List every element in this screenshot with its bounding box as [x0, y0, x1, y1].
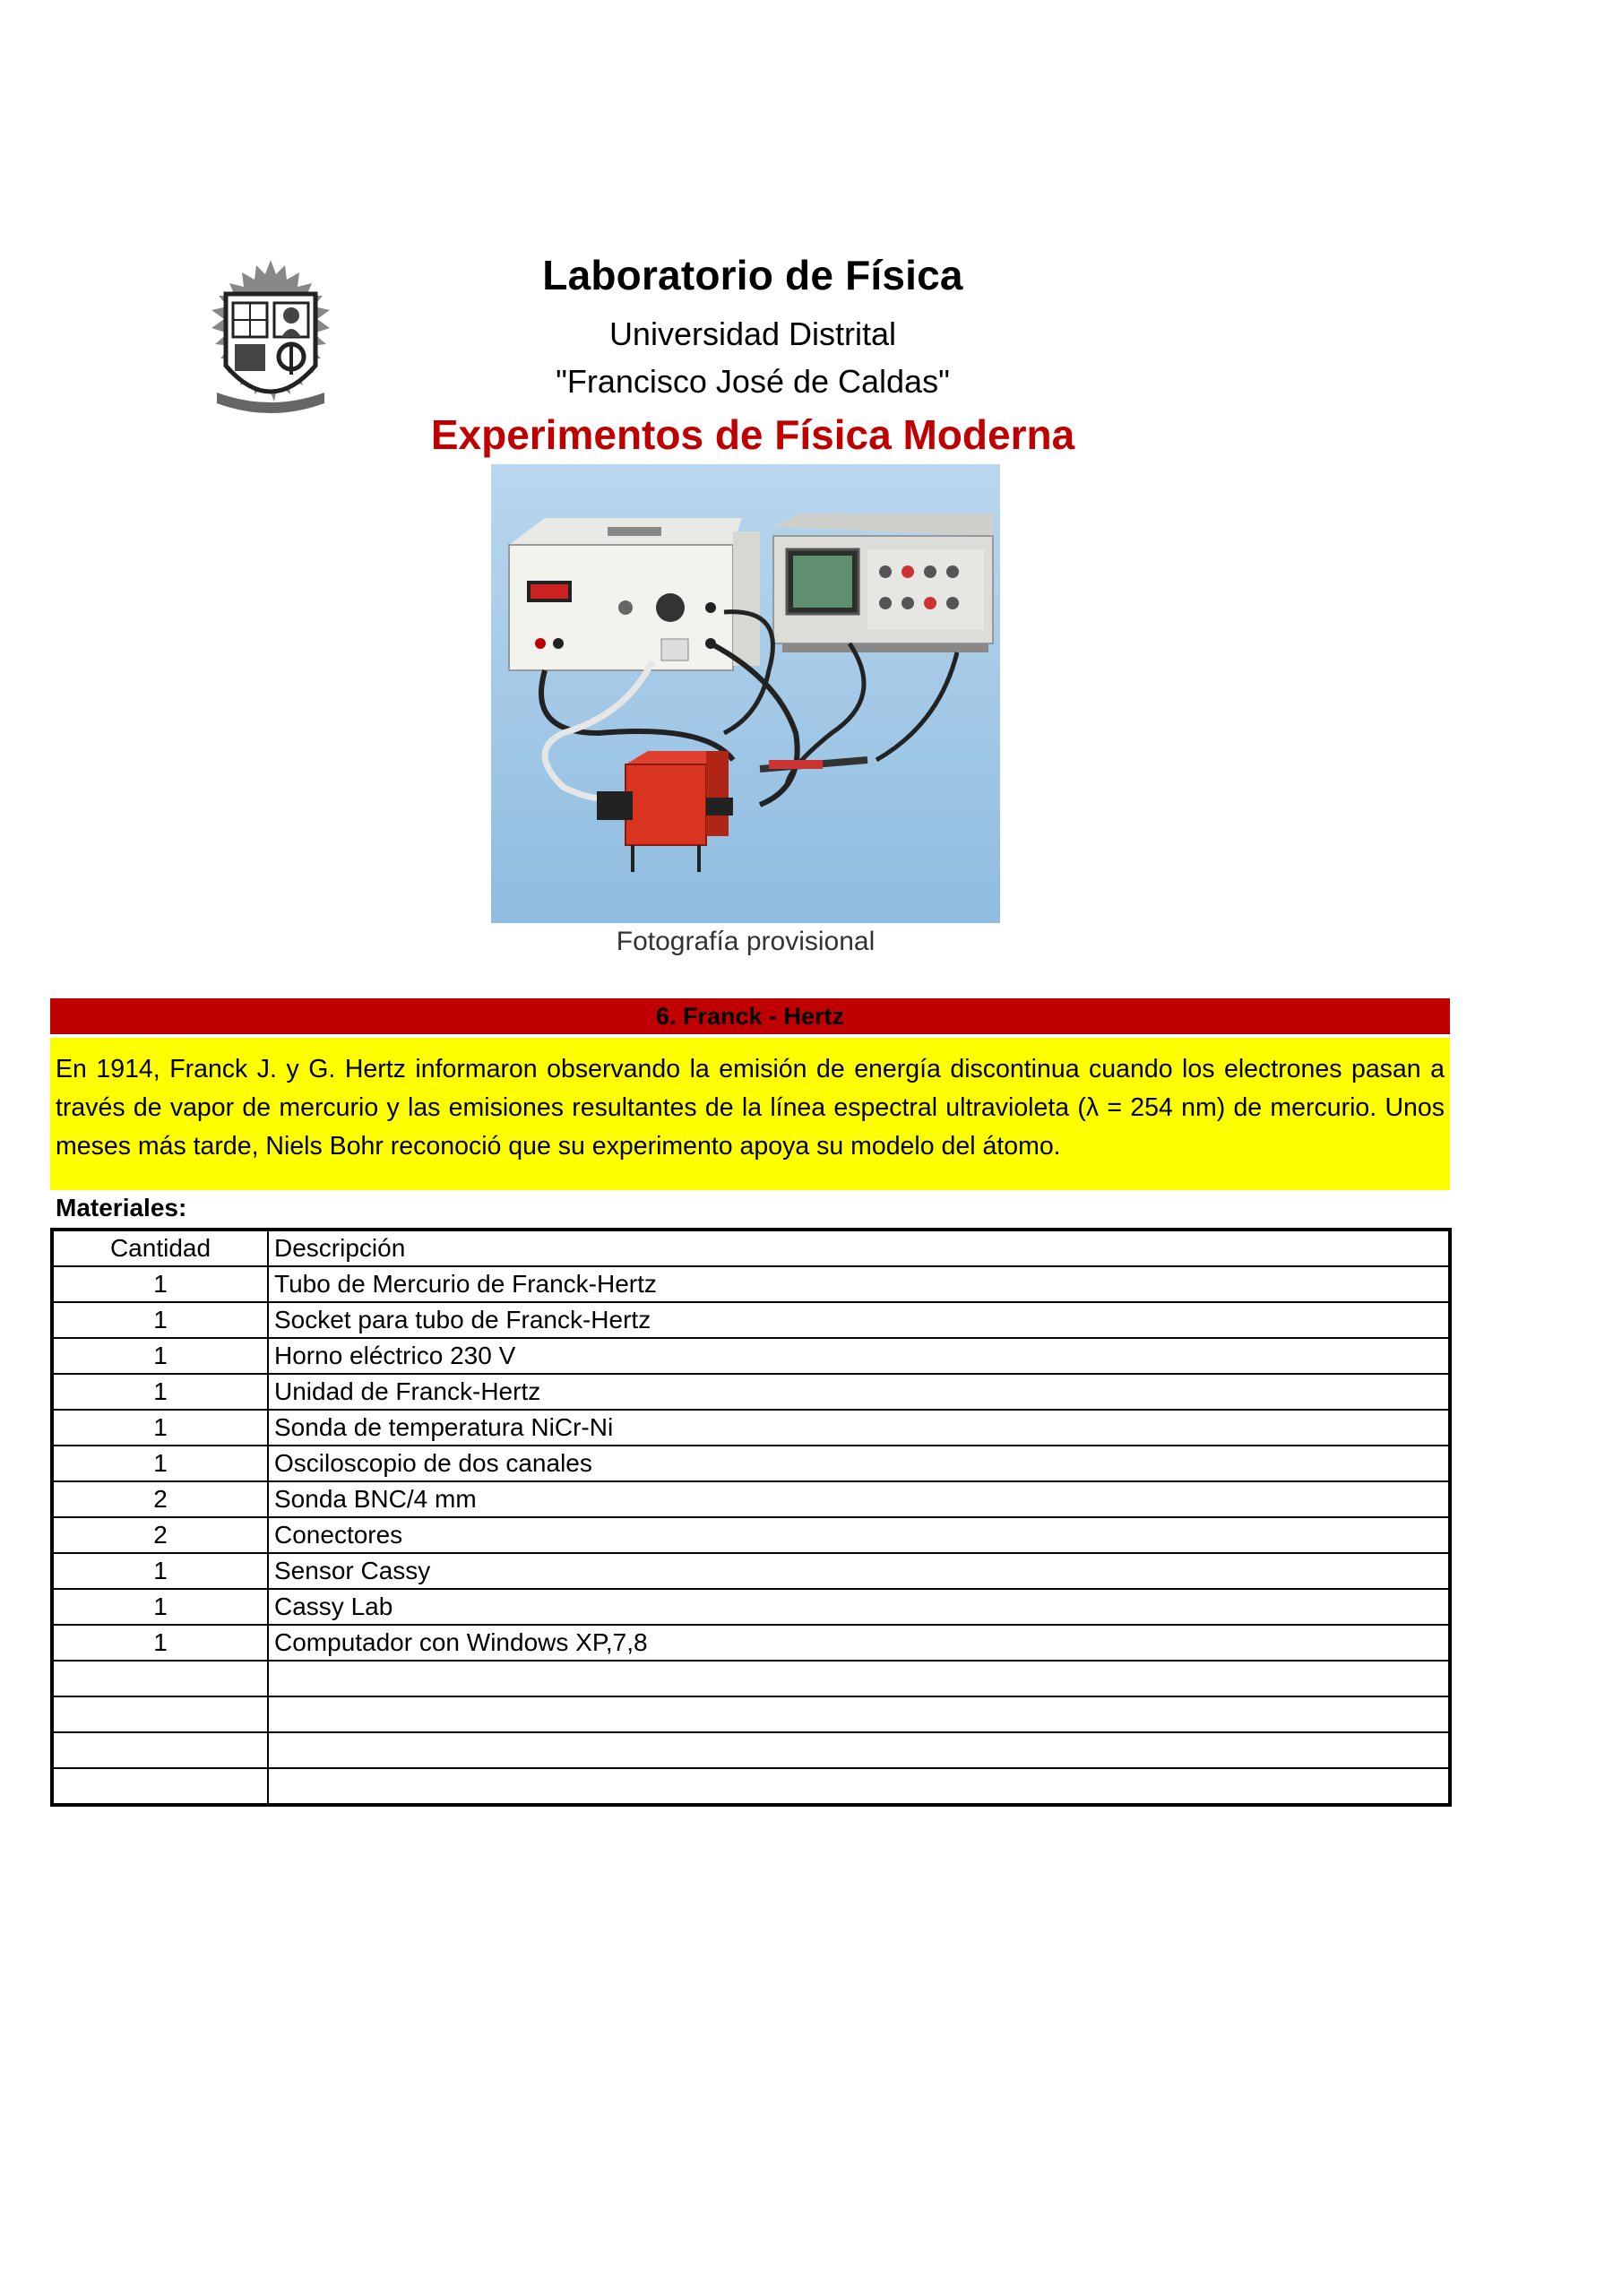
quantity-cell: 1 [52, 1266, 268, 1302]
table-row [52, 1266, 1450, 1302]
experiment-intro: En 1914, Franck J. y G. Hertz informaron observando la emisión de energía discontinua cuando los electrones pasan a través de vapor de mercurio y las emisiones resultantes de la línea espectral ultravioleta (λ = 254 nm) de mercurio. Unos meses más tarde, Niels Bohr reconoció que su experimento apoya su modelo del átomo. [50, 1038, 1450, 1190]
materials-label: Materiales: [56, 1194, 187, 1221]
series-title: Experimentos de Física Moderna [430, 411, 1075, 458]
quantity-cell: 2 [52, 1517, 268, 1553]
quantity-cell: 1 [52, 1410, 268, 1446]
table-row [52, 1302, 1450, 1338]
table-row [52, 1446, 1450, 1481]
description-cell: Socket para tubo de Franck-Hertz [268, 1302, 1450, 1338]
description-cell: Sonda BNC/4 mm [268, 1481, 1450, 1517]
header-description: Descripción [268, 1230, 1450, 1266]
quantity-cell: 1 [52, 1338, 268, 1374]
description-cell [268, 1768, 1450, 1805]
description-cell [268, 1661, 1450, 1696]
quantity-cell: 1 [52, 1589, 268, 1625]
description-cell: Cassy Lab [268, 1589, 1450, 1625]
experiment-title: 6. Franck - Hertz [50, 998, 1450, 1034]
quantity-cell: 1 [52, 1374, 268, 1410]
description-cell [268, 1732, 1450, 1768]
quantity-cell: 1 [52, 1446, 268, 1481]
table-row [52, 1553, 1450, 1589]
description-cell: Sensor Cassy [268, 1553, 1450, 1589]
table-row [52, 1661, 1450, 1696]
table-row [52, 1625, 1450, 1661]
description-cell: Tubo de Mercurio de Franck-Hertz [268, 1266, 1450, 1302]
description-cell: Sonda de temperatura NiCr-Ni [268, 1410, 1450, 1446]
quantity-cell [52, 1768, 268, 1805]
table-row [52, 1696, 1450, 1732]
table-row [52, 1410, 1450, 1446]
table-row [52, 1374, 1450, 1410]
description-cell: Osciloscopio de dos canales [268, 1446, 1450, 1481]
materials-table [50, 1228, 1452, 1807]
table-header-row [52, 1230, 1450, 1266]
university-seal-icon [199, 258, 342, 418]
description-cell: Horno eléctrico 230 V [268, 1338, 1450, 1374]
quantity-cell: 1 [52, 1625, 268, 1661]
quantity-cell: 1 [52, 1302, 268, 1338]
university-subname: "Francisco José de Caldas" [556, 363, 950, 400]
quantity-cell: 2 [52, 1481, 268, 1517]
description-cell: Computador con Windows XP,7,8 [268, 1625, 1450, 1661]
header-quantity: Cantidad [52, 1230, 268, 1266]
lab-title: Laboratorio de Física [542, 252, 963, 298]
description-cell: Unidad de Franck-Hertz [268, 1374, 1450, 1410]
quantity-cell [52, 1732, 268, 1768]
description-cell: Conectores [268, 1517, 1450, 1553]
table-row [52, 1338, 1450, 1374]
equipment-photo [491, 464, 1000, 923]
table-row [52, 1589, 1450, 1625]
quantity-cell: 1 [52, 1553, 268, 1589]
table-row [52, 1732, 1450, 1768]
photo-caption: Fotografía provisional [616, 927, 876, 956]
table-row [52, 1481, 1450, 1517]
quantity-cell [52, 1696, 268, 1732]
table-row [52, 1768, 1450, 1805]
quantity-cell [52, 1661, 268, 1696]
description-cell [268, 1696, 1450, 1732]
university-name: Universidad Distrital [608, 315, 897, 352]
table-row [52, 1517, 1450, 1553]
